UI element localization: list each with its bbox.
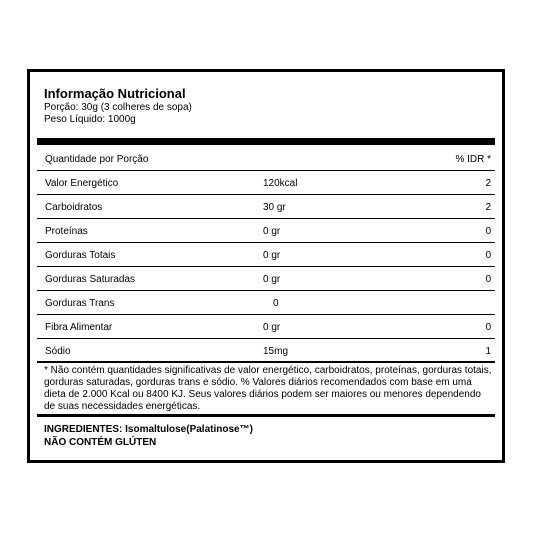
label-header bbox=[44, 86, 494, 126]
nutrient-name: Proteínas bbox=[45, 226, 88, 237]
nutrient-amount: 0 gr bbox=[263, 226, 281, 237]
table-row bbox=[37, 195, 495, 219]
nutrient-amount: 30 gr bbox=[263, 202, 286, 213]
thick-divider bbox=[37, 138, 495, 145]
table-row bbox=[37, 315, 495, 339]
gluten-free-text: NÃO CONTÉM GLÚTEN bbox=[44, 437, 157, 448]
nutrient-amount: 0 bbox=[273, 298, 279, 309]
nutrient-amount: 0 gr bbox=[263, 250, 281, 261]
nutrient-amount: 15mg bbox=[263, 346, 289, 357]
nutrient-name: Valor Energético bbox=[45, 178, 119, 189]
nutrient-name: Gorduras Trans bbox=[45, 298, 115, 309]
portion-text: Porção: 30g (3 colheres de sopa) bbox=[44, 102, 192, 113]
footnote-divider bbox=[37, 414, 495, 417]
nutrition-facts-label bbox=[27, 69, 505, 463]
nutrient-amount: 120kcal bbox=[263, 178, 298, 189]
nutrient-idr: 0 bbox=[485, 274, 491, 285]
nutrient-name: Carboidratos bbox=[45, 202, 103, 213]
table-row bbox=[37, 339, 495, 363]
footnote-text: * Não contém quantidades significativas de valor energético, carboidratos, proteínas, gorduras totais, gorduras saturadas, gorduras trans e sódio. % Valores diários recomendados com base em uma dieta de 2.000 Kcal ou 8400 KJ. Seus valores diários podem ser maiores ou menores dependendo de suas necessidades energéticas. bbox=[44, 365, 492, 412]
table-row bbox=[37, 219, 495, 243]
nutrient-idr: 0 bbox=[485, 322, 491, 333]
nutrient-idr: 2 bbox=[485, 202, 491, 213]
nutrient-name: Gorduras Totais bbox=[45, 250, 116, 261]
nutrient-name: Fibra Alimentar bbox=[45, 322, 113, 333]
nutrient-amount: 0 gr bbox=[263, 274, 281, 285]
nutrient-amount: 0 gr bbox=[263, 322, 281, 333]
table-row bbox=[37, 291, 495, 315]
ingredients-text: INGREDIENTES: Isomaltulose(Palatinose™) bbox=[44, 424, 253, 435]
ingredients-block bbox=[44, 423, 253, 449]
nutrient-name: Gorduras Saturadas bbox=[45, 274, 136, 285]
nutrient-idr: 0 bbox=[485, 226, 491, 237]
table-row bbox=[37, 243, 495, 267]
nutrient-idr: 1 bbox=[485, 346, 491, 357]
nutrient-idr: 2 bbox=[485, 178, 491, 189]
table-header-row bbox=[37, 147, 495, 171]
table-row bbox=[37, 267, 495, 291]
header-idr: % IDR * bbox=[455, 154, 491, 165]
table-row bbox=[37, 171, 495, 195]
nutrient-idr: 0 bbox=[485, 250, 491, 261]
header-quantity: Quantidade por Porção bbox=[45, 154, 149, 165]
label-title: Informação Nutricional bbox=[44, 86, 186, 101]
nutrient-name: Sódio bbox=[45, 346, 71, 357]
net-weight-text: Peso Líquido: 1000g bbox=[44, 114, 136, 125]
